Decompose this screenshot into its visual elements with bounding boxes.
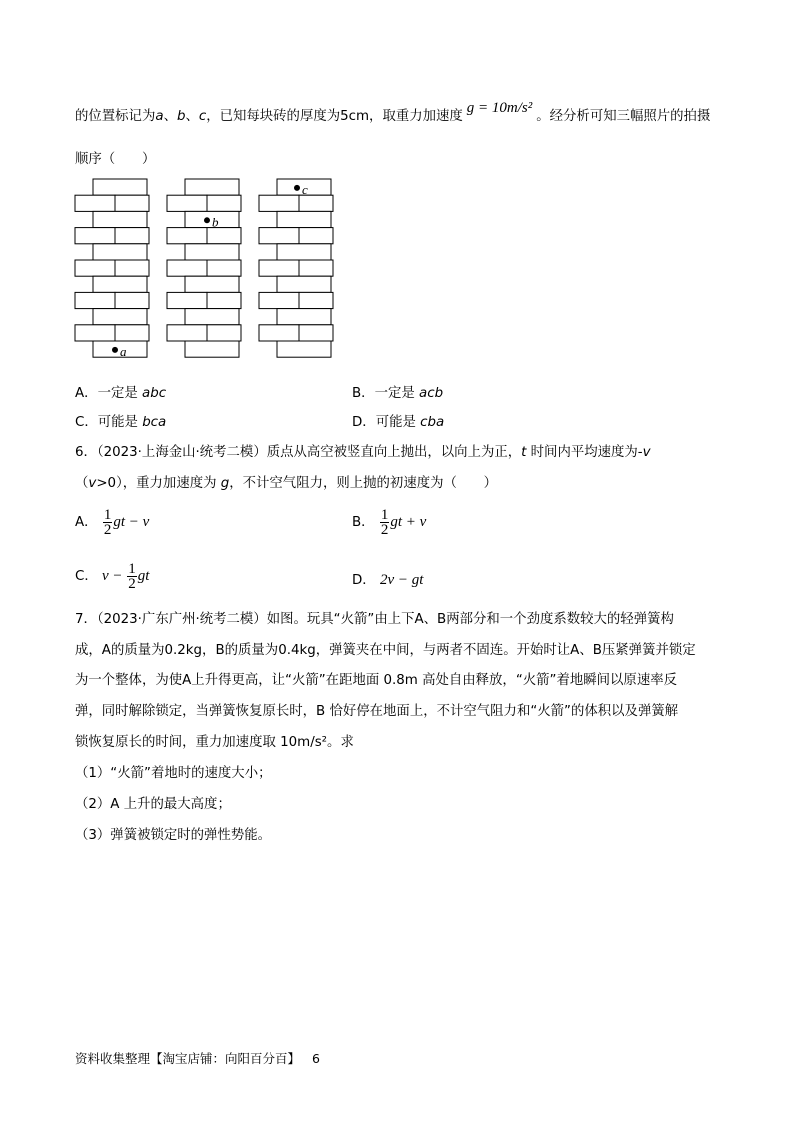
brick: [167, 325, 207, 341]
q7-line-4: 弹，同时解除锁定，当弹簧恢复原长时，B 恰好停在地面上，不计空气阻力和“火箭”的体积以及弹簧解: [75, 704, 679, 719]
page-number: 6: [312, 1051, 320, 1066]
position-dot-a: [112, 347, 118, 353]
brick: [259, 292, 299, 308]
q6-option-b: B． $\frac{1}{2}$ gt + v: [352, 507, 427, 538]
q7-line-3: 为一个整体，为使A上升得更高，让“火箭”在距地面 0.8m 高处自由释放，“火箭”着地瞬间以原速率反: [75, 673, 677, 688]
brick: [93, 211, 147, 227]
brick: [299, 260, 333, 276]
brick: [167, 195, 207, 211]
brick-wall-b: [167, 179, 241, 357]
brick: [277, 309, 331, 325]
q7-line-5: 锁恢复原长的时间，重力加速度取 10m/s²。求: [75, 735, 354, 750]
brick: [167, 228, 207, 244]
q5-option-a: A．一定是 abc: [75, 386, 167, 401]
brick: [277, 244, 331, 260]
position-dot-c: [294, 185, 300, 191]
q7-sub-2: （2）A 上升的最大高度；: [75, 797, 231, 812]
brick: [207, 260, 241, 276]
q7-sub-3: （3）弹簧被锁定时的弹性势能。: [75, 828, 271, 843]
position-dot-b: [204, 217, 210, 223]
q6-line-1: 6．（2023·上海金山·统考二模）质点从高空被竖直向上抛出，以向上为正，t 时间内平均速度为-v: [75, 445, 651, 460]
position-label-c: c: [302, 181, 308, 197]
brick: [207, 325, 241, 341]
q5-option-d: D．可能是 cba: [352, 415, 445, 430]
brick: [93, 179, 147, 195]
brick: [277, 211, 331, 227]
brick: [167, 292, 207, 308]
q5-option-c: C．可能是 bca: [75, 415, 167, 430]
brick-wall-a: [75, 179, 149, 359]
brick-wall-figure: [70, 175, 370, 365]
brick: [93, 244, 147, 260]
brick: [75, 228, 115, 244]
brick: [259, 325, 299, 341]
brick: [259, 260, 299, 276]
brick: [115, 228, 149, 244]
position-label-b: b: [212, 214, 219, 230]
brick: [185, 341, 239, 357]
brick: [207, 228, 241, 244]
brick: [93, 309, 147, 325]
brick: [167, 260, 207, 276]
brick: [299, 195, 333, 211]
brick: [259, 195, 299, 211]
brick: [75, 292, 115, 308]
q7-line-2: 成，A的质量为0.2kg，B的质量为0.4kg，弹簧夹在中间，与两者不固连。开始时让A、B压紧弹簧并锁定: [75, 643, 696, 658]
q6-option-c: C． v − $\frac{1}{2}$ gt: [75, 561, 150, 592]
brick: [299, 325, 333, 341]
q5-option-b: B．一定是 acb: [352, 386, 444, 401]
brick: [115, 195, 149, 211]
brick: [185, 309, 239, 325]
brick: [207, 195, 241, 211]
g-formula: g = 10m/s²: [466, 100, 533, 116]
brick: [115, 260, 149, 276]
q5-line-2: 顺序（ ）: [75, 152, 156, 167]
q7-sub-1: （1）“火箭”着地时的速度大小；: [75, 766, 272, 781]
brick: [115, 325, 149, 341]
brick: [277, 276, 331, 292]
brick: [115, 292, 149, 308]
brick: [207, 292, 241, 308]
brick: [277, 341, 331, 357]
brick: [75, 195, 115, 211]
brick: [75, 260, 115, 276]
brick: [299, 292, 333, 308]
brick: [185, 179, 239, 195]
brick-wall-c: [259, 179, 333, 357]
brick: [185, 276, 239, 292]
q7-line-1: 7．（2023·广东广州·统考二模）如图。玩具“火箭”由上下A、B两部分和一个劲度系数较大的轻弹簧构: [75, 612, 674, 627]
q6-option-a: A． $\frac{1}{2}$ gt − v: [75, 507, 150, 538]
q6-line-2: （v>0），重力加速度为 g，不计空气阻力，则上抛的初速度为（ ）: [75, 476, 498, 491]
brick: [299, 228, 333, 244]
brick: [75, 325, 115, 341]
brick: [93, 276, 147, 292]
page-footer: 资料收集整理【淘宝店铺：向阳百分百】 6: [75, 1051, 320, 1066]
brick: [259, 228, 299, 244]
brick: [185, 244, 239, 260]
q6-option-d: D． 2v − gt: [352, 572, 424, 588]
q5-line-1: 的位置标记为a、b、c，已知每块砖的厚度为5cm，取重力加速度g = 10m/s²。经分析可知三幅照片的拍摄: [75, 100, 711, 124]
position-label-a: a: [120, 343, 127, 359]
